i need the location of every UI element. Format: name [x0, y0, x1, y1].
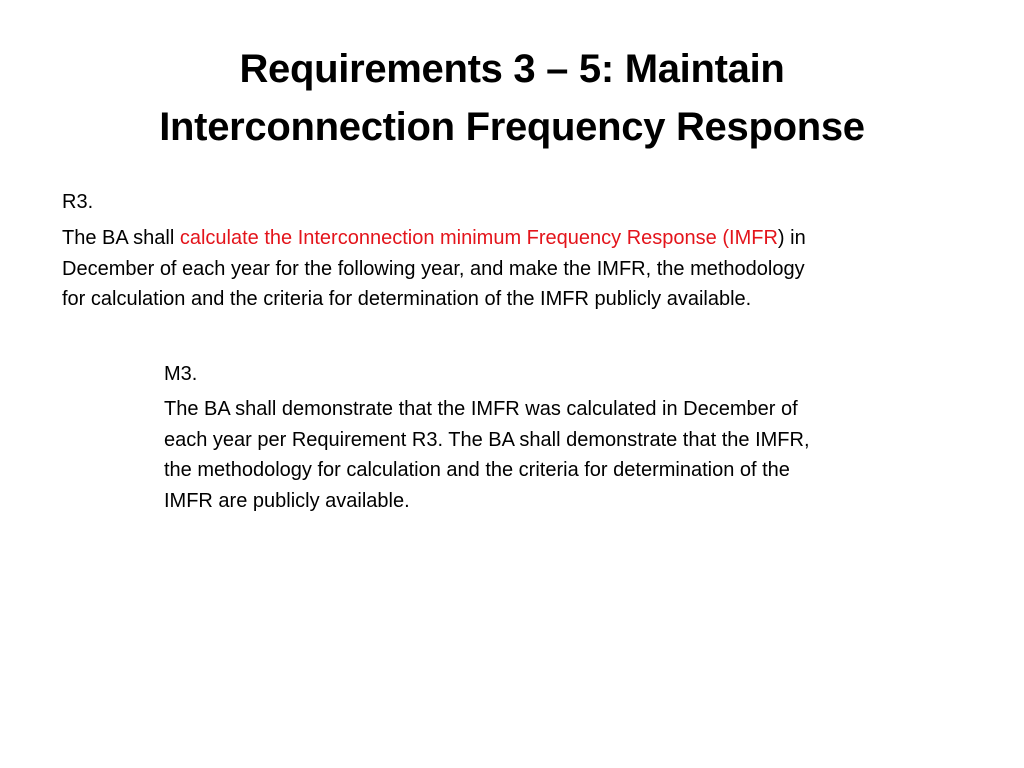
r3-line-1-post: ) in	[777, 227, 806, 249]
r3-line-1	[62, 223, 962, 254]
r3-line-2: December of each year for the following year, and make the IMFR, the methodology	[62, 257, 805, 280]
m3-label: M3.	[164, 363, 198, 385]
m3-line-3: the methodology for calculation and the criteria for determination of the	[164, 459, 790, 481]
title-line-1: Requirements 3 – 5: Maintain	[239, 47, 785, 91]
r3-line-3: for calculation and the criteria for determination of the IMFR publicly available.	[62, 288, 752, 310]
r3-line-1-pre: The BA shall	[62, 227, 180, 249]
m3-line-4: IMFR are publicly available.	[164, 489, 410, 512]
m3-measure-text	[164, 394, 964, 516]
r3-highlight-text: calculate the Interconnection minimum Frequency Response (	[179, 227, 730, 249]
slide-title	[40, 40, 984, 156]
m3-line-2: each year per Requirement R3. The BA shall demonstrate that the IMFR,	[164, 428, 810, 451]
r3-highlight-imfr: IMFR	[729, 227, 778, 249]
r3-label: R3.	[62, 191, 94, 213]
m3-line-1: The BA shall demonstrate that the IMFR was calculated in December of	[164, 398, 798, 420]
r3-requirement-text	[62, 223, 962, 315]
title-line-2: Interconnection Frequency Response	[159, 105, 865, 149]
